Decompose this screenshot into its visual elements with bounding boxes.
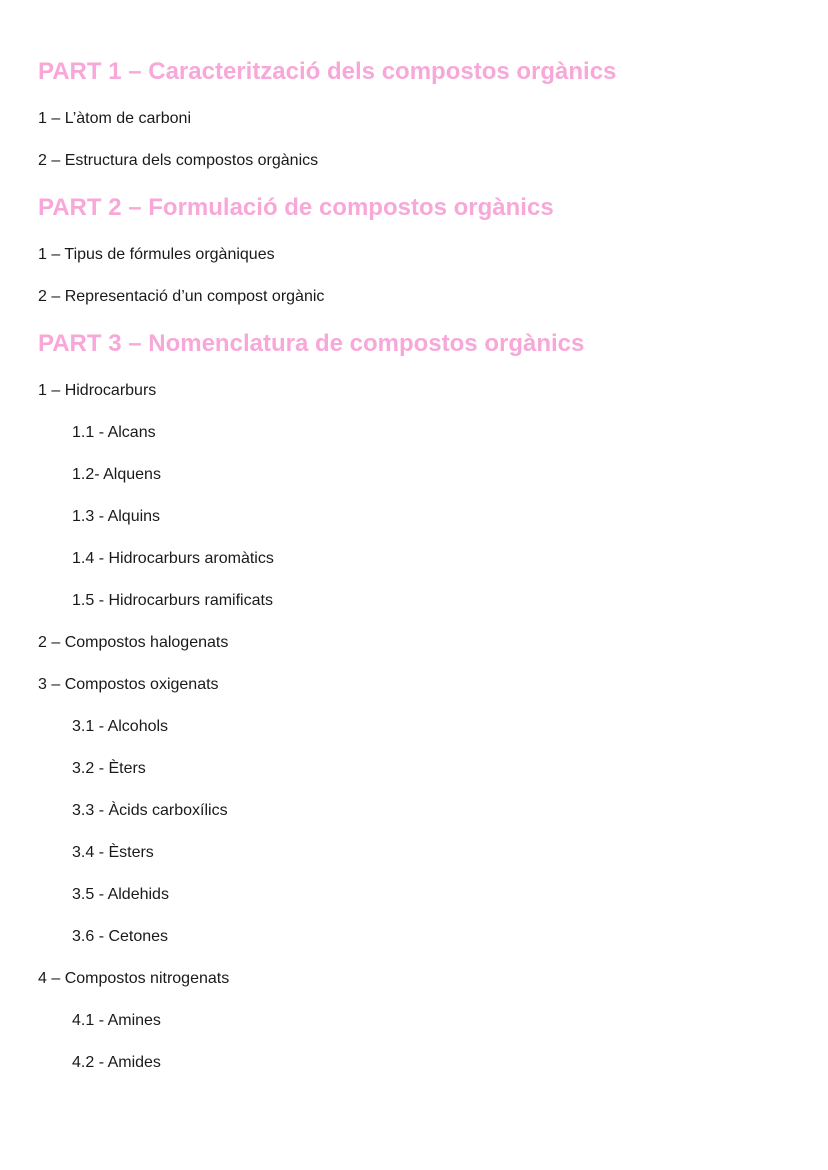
section-heading: PART 3 – Nomenclatura de compostos orgànics — [38, 330, 585, 357]
subsection-item: 1.5 - Hidrocarburs ramificats — [72, 592, 273, 609]
section-item: 4 – Compostos nitrogenats — [38, 970, 230, 987]
section-item: 1 – Hidrocarburs — [38, 382, 157, 399]
subsection-item: 3.5 - Aldehids — [72, 886, 169, 903]
section-item: 2 – Estructura dels compostos orgànics — [38, 152, 319, 169]
subsection-item: 4.1 - Amines — [72, 1012, 161, 1029]
section-item: 2 – Compostos halogenats — [38, 634, 229, 651]
section-heading: PART 1 – Caracterització dels compostos orgànics — [38, 58, 617, 85]
subsection-item: 4.2 - Amides — [72, 1054, 161, 1071]
subsection-item: 1.2- Alquens — [72, 466, 161, 483]
subsection-item: 3.2 - Èters — [72, 760, 146, 777]
subsection-item: 3.3 - Àcids carboxílics — [72, 802, 228, 819]
section-item: 3 – Compostos oxigenats — [38, 676, 219, 693]
section-item: 1 – Tipus de fórmules orgàniques — [38, 246, 275, 263]
subsection-item: 3.4 - Èsters — [72, 844, 154, 861]
subsection-item: 1.1 - Alcans — [72, 424, 156, 441]
section-item: 1 – L’àtom de carboni — [38, 110, 191, 127]
subsection-item: 3.6 - Cetones — [72, 928, 169, 945]
subsection-item: 1.3 - Alquins — [72, 508, 161, 525]
subsection-item: 3.1 - Alcohols — [72, 718, 169, 735]
section-item: 2 – Representació d’un compost orgànic — [38, 288, 325, 305]
section-heading: PART 2 – Formulació de compostos orgànics — [38, 194, 554, 221]
subsection-item: 1.4 - Hidrocarburs aromàtics — [72, 550, 274, 567]
